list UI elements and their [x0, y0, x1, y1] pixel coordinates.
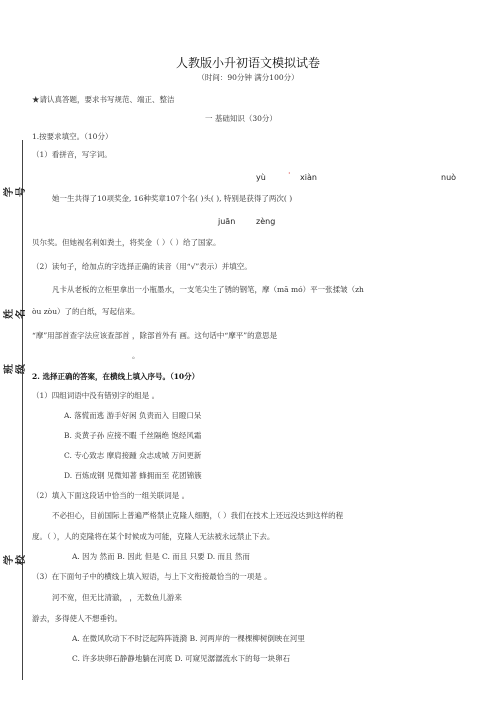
pinyin-zeng: zèng — [256, 217, 276, 226]
q2-para4: 游去，多得使人不想垂钓。 — [32, 614, 122, 623]
pinyin-nuo: nuò — [441, 173, 457, 182]
q2-option-d: D. 百炼成钢 见微知著 蜂拥而至 花团锦簇 — [64, 471, 202, 480]
pinyin-yu: yù — [256, 173, 266, 182]
sidebar-label-class: 班级 — [4, 364, 27, 374]
q1-heading: 1.按要求填空。（10分） — [32, 132, 113, 141]
q1-sub1: （1）看拼音，写字词。 — [32, 150, 112, 159]
q1-line2: 贝尔奖。但她视名利如粪土，将奖金（ ）（ ）给了国家。 — [32, 238, 221, 247]
pinyin-juan: juān — [218, 217, 236, 226]
q2-option-cd3: C. 许多块卵石静静地躺在河底 D. 可窥见潺潺流水下的每一块卵石 — [72, 654, 291, 663]
q2-option-c: C. 专心致志 摩肩接踵 众志成城 万问更新 — [64, 451, 202, 460]
q1-line4: òu zòu）了的白纸，写起信来。 — [32, 307, 140, 316]
q2-option-ab3: A. 在微风吹动下不时泛起阵阵涟漪 B. 河两岸的一棵棵柳树倒映在河里 — [72, 634, 305, 643]
page-subtitle: （时间：90分钟 满分100分） — [197, 73, 299, 82]
q1-sub2: （2）读句子，给加点的字选择正确的读音（用“√”表示）并填空。 — [32, 262, 252, 271]
q1-line1: 她一生共得了10项奖金, 16种奖章107个名( )头( ), 特别是获得了两次( ) — [52, 194, 293, 203]
q2-sub1: （1）四组词语中没有错别字的组是 。 — [32, 391, 160, 400]
instruction-text: ★请认真答题，要求书写规范、端正、整洁 — [32, 95, 175, 104]
q2-heading: 2. 选择正确的答案，在横线上填入序号。（10分） — [32, 372, 200, 381]
pinyin-xian: xiàn — [300, 173, 317, 182]
sidebar-divider — [22, 140, 23, 680]
sidebar-label-student-id: 学号 — [4, 187, 27, 197]
q1-line3: 凡卡从老板的立柜里拿出一小瓶墨水，一支笔尖生了锈的钢笔，摩（mā mó）平一张揉皱（zh — [52, 285, 364, 294]
q1-line5: “摩”用部首查字法应该查部首 ，除部首外有 画。这句话中“摩平”的意思是 — [32, 331, 278, 340]
q2-sub2: （2）填入下面这段话中恰当的一组关联词是 。 — [32, 491, 190, 500]
q2-para3: 河不宽，但无比清澈， ，无数鱼儿游来 — [52, 593, 182, 602]
q2-sub3: （3）在下面句子中的横线上填入短语，与上下文衔接最恰当的一项是 。 — [32, 572, 272, 581]
q2-options2: A. 因为 然而 B. 因此 但是 C. 而且 只要 D. 而且 然而 — [72, 552, 250, 561]
q1-line6: 。 — [132, 351, 140, 360]
section-heading: 一 基础知识（30分） — [205, 114, 277, 123]
sidebar-label-name: 姓名 — [4, 309, 27, 319]
q2-option-a: A. 落慌而逃 游手好闲 负责而入 目瞪口呆 — [64, 411, 202, 420]
pinyin-dot: · — [288, 169, 291, 178]
q2-para2: 度。（ ），人的克隆将在某个时候成为可能，克隆人无法被永远禁止下去。 — [32, 532, 275, 541]
q2-para1: 不必担心，目前国际上普遍严格禁止克隆人细胞，（ ）我们在技术上还远没达到这样的程 — [52, 511, 344, 520]
page-title: 人教版小升初语文模拟试卷 — [175, 56, 320, 70]
sidebar-label-school: 学校 — [4, 555, 27, 565]
q2-option-b: B. 炎黄子孙 应接不暇 千丝隔绝 饱经风霜 — [64, 431, 202, 440]
